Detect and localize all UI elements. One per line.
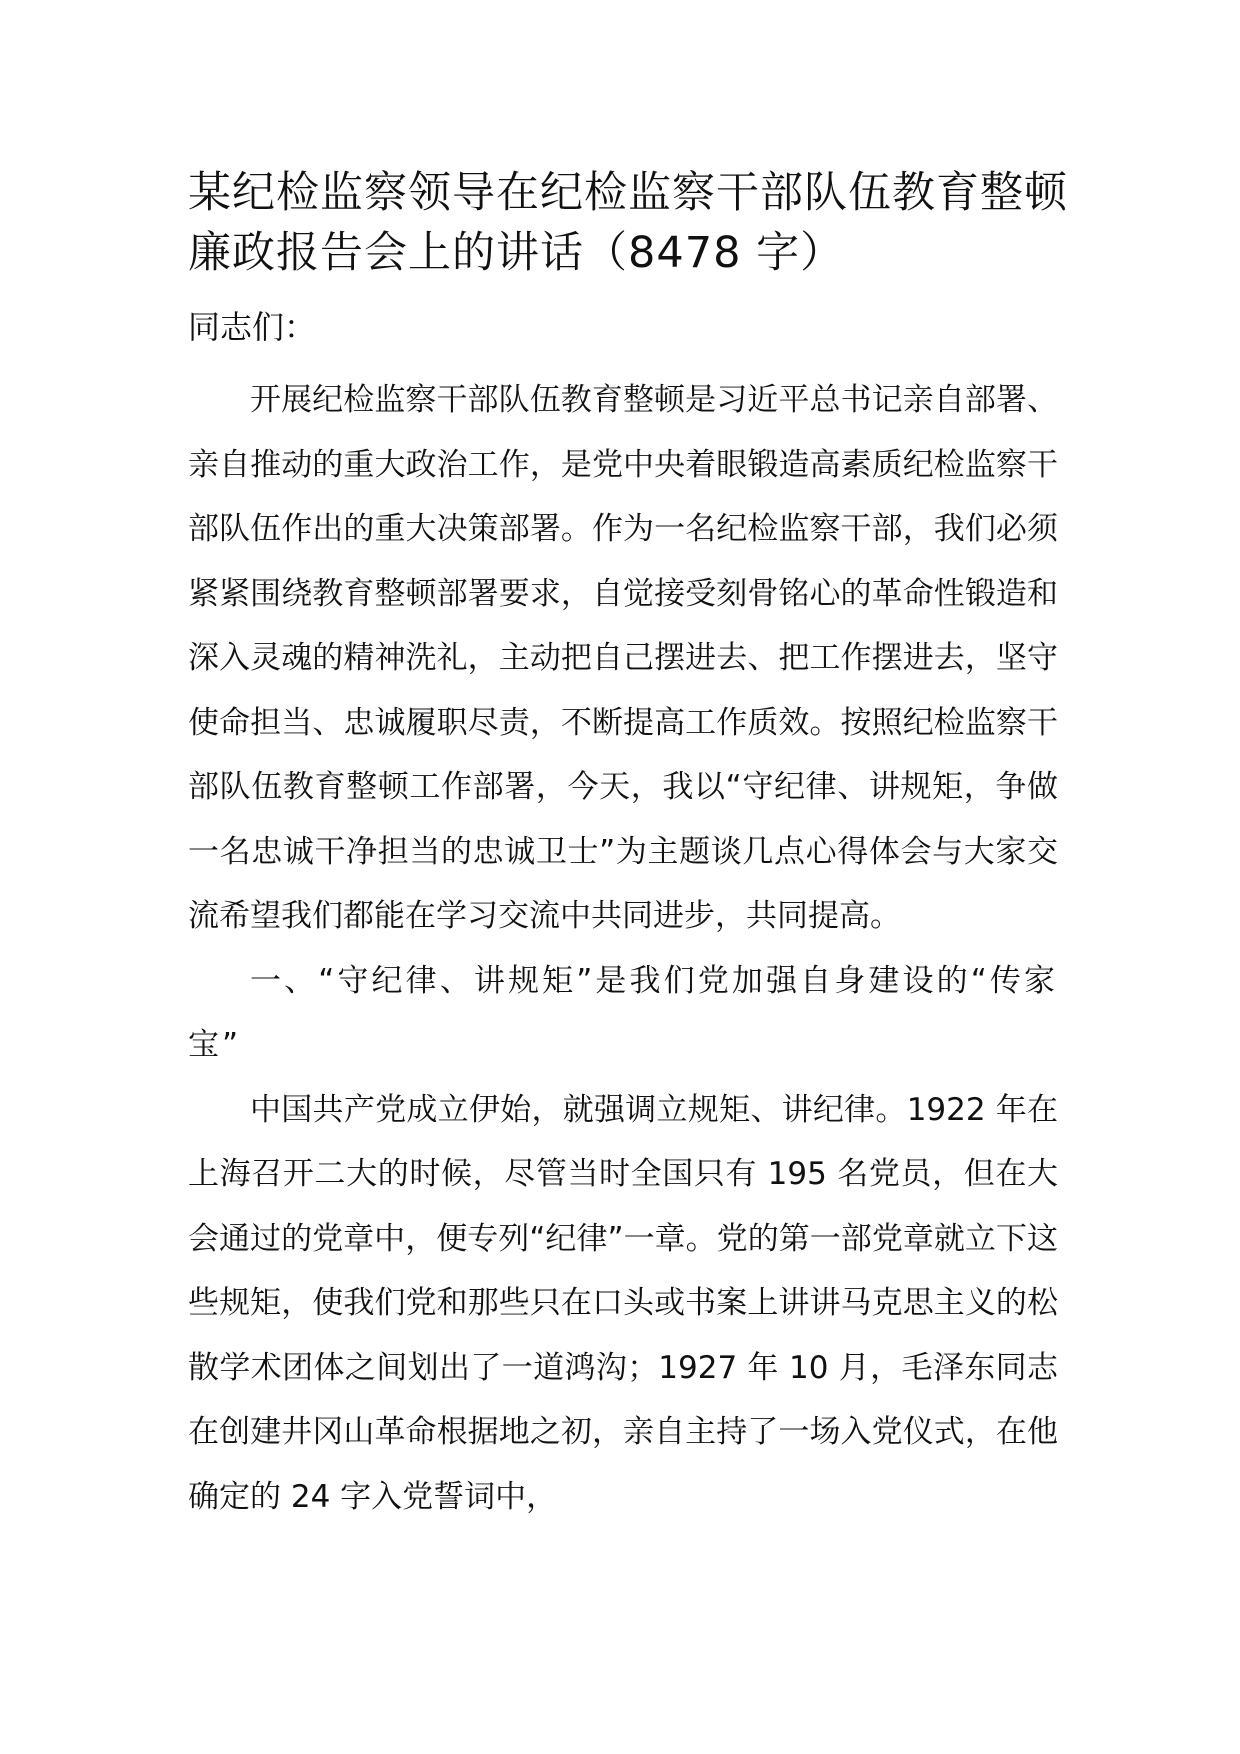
- document-body: [188, 368, 1058, 1529]
- section-paragraph: 中国共产党成立伊始，就强调立规矩、讲纪律。1922 年在上海召开二大的时候，尽管当时全国只有 195 名党员，但在大会通过的党章中，便专列“纪律”一章。党的第一部党章就立下这些规矩，使我们党和那些只在口头或书案上讲讲马克思主义的松散学术团体之间划出了一道鸿沟；1927 年 10 月，毛泽东同志在创建井冈山革命根据地之初，亲自主持了一场入党仪式，在他确定的 24 字入党誓词中，: [188, 1091, 1058, 1515]
- document-title: 某纪检监察领导在纪检监察干部队伍教育整顿廉政报告会上的讲话（8478 字）: [188, 168, 1068, 278]
- section-heading: 一、“守纪律、讲规矩”是我们党加强自身建设的“传家宝”: [188, 962, 1058, 1063]
- intro-paragraph: 开展纪检监察干部队伍教育整顿是习近平总书记亲自部署、亲自推动的重大政治工作，是党中央着眼锻造高素质纪检监察干部队伍作出的重大决策部署。作为一名纪检监察干部，我们必须紧紧围绕教育整顿部署要求，自觉接受刻骨铭心的革命性锻造和深入灵魂的精神洗礼，主动把自己摆进去、把工作摆进去，坚守使命担当、忠诚履职尽责，不断提高工作质效。按照纪检监察干部队伍教育整顿工作部署，今天，我以“守纪律、讲规矩，争做一名忠诚干净担当的忠诚卫士”为主题谈几点心得体会与大家交流希望我们都能在学习交流中共同进步，共同提高。: [188, 382, 1058, 934]
- salutation: 同志们：: [188, 308, 317, 346]
